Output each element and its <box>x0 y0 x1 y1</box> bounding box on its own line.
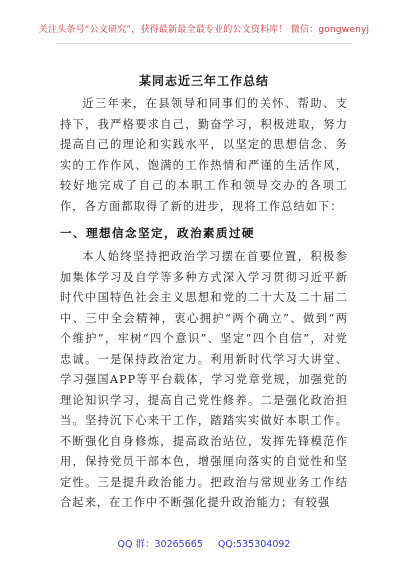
section-paragraph: 本人始终坚持把政治学习摆在首要位置，积极参加集体学习及自学等多种方式深入学习贯彻习近平新时代中国特色社会主义思想和党的二十大及二十届二中、三中全会精神，衷心拥护“两个确立”、做到“两个维护”，牢树“四个意识”、坚定“四个自信”，对党忠诚。一是保持政治定力。利用新时代学习大讲堂、学习强国APP等平台载体，学习党章党规，加强党的理论知识学习，提高自己党性修养。二是强化政治担当。坚持沉下心来干工作，踏踏实实做好本职工作。不断强化自身修炼，提高政治站位，发挥先锋模范作用，保持党员干部本色，增强厘向落实的自觉性和坚定性。三是提升政治能力。把政治与常规业务工作结合起来，在工作中不断强化提升政治能力；有较强 <box>60 250 348 509</box>
contact-footer <box>0 536 408 550</box>
promo-header: 关注头条号“公文研究”，获得最新最全最专业的公文资料库！ 微信：gongwenyj <box>38 25 370 35</box>
header-divider <box>56 43 352 44</box>
document-title: 某同志近三年工作总结 <box>138 74 269 88</box>
intro-paragraph: 近三年来，在县领导和同事们的关怀、帮助、支持下，我严格要求自己，勤奋学习，积极进取，努力提高自己的理论和实践水平，以坚定的思想信念、务实的工作作风、饱满的工作热情和严谨的生活作风，较好地完成了自己的本职工作和领导交办的各项工作，各方面都取得了新的进步，现将工作总结如下： <box>60 97 348 213</box>
qq-group-number: QQ 群：30265665 <box>117 539 203 550</box>
qq-number: QQ:535304092 <box>217 539 291 550</box>
document-body <box>60 94 348 514</box>
section-heading: 一、理想信念坚定，政治素质过硬 <box>60 226 255 240</box>
